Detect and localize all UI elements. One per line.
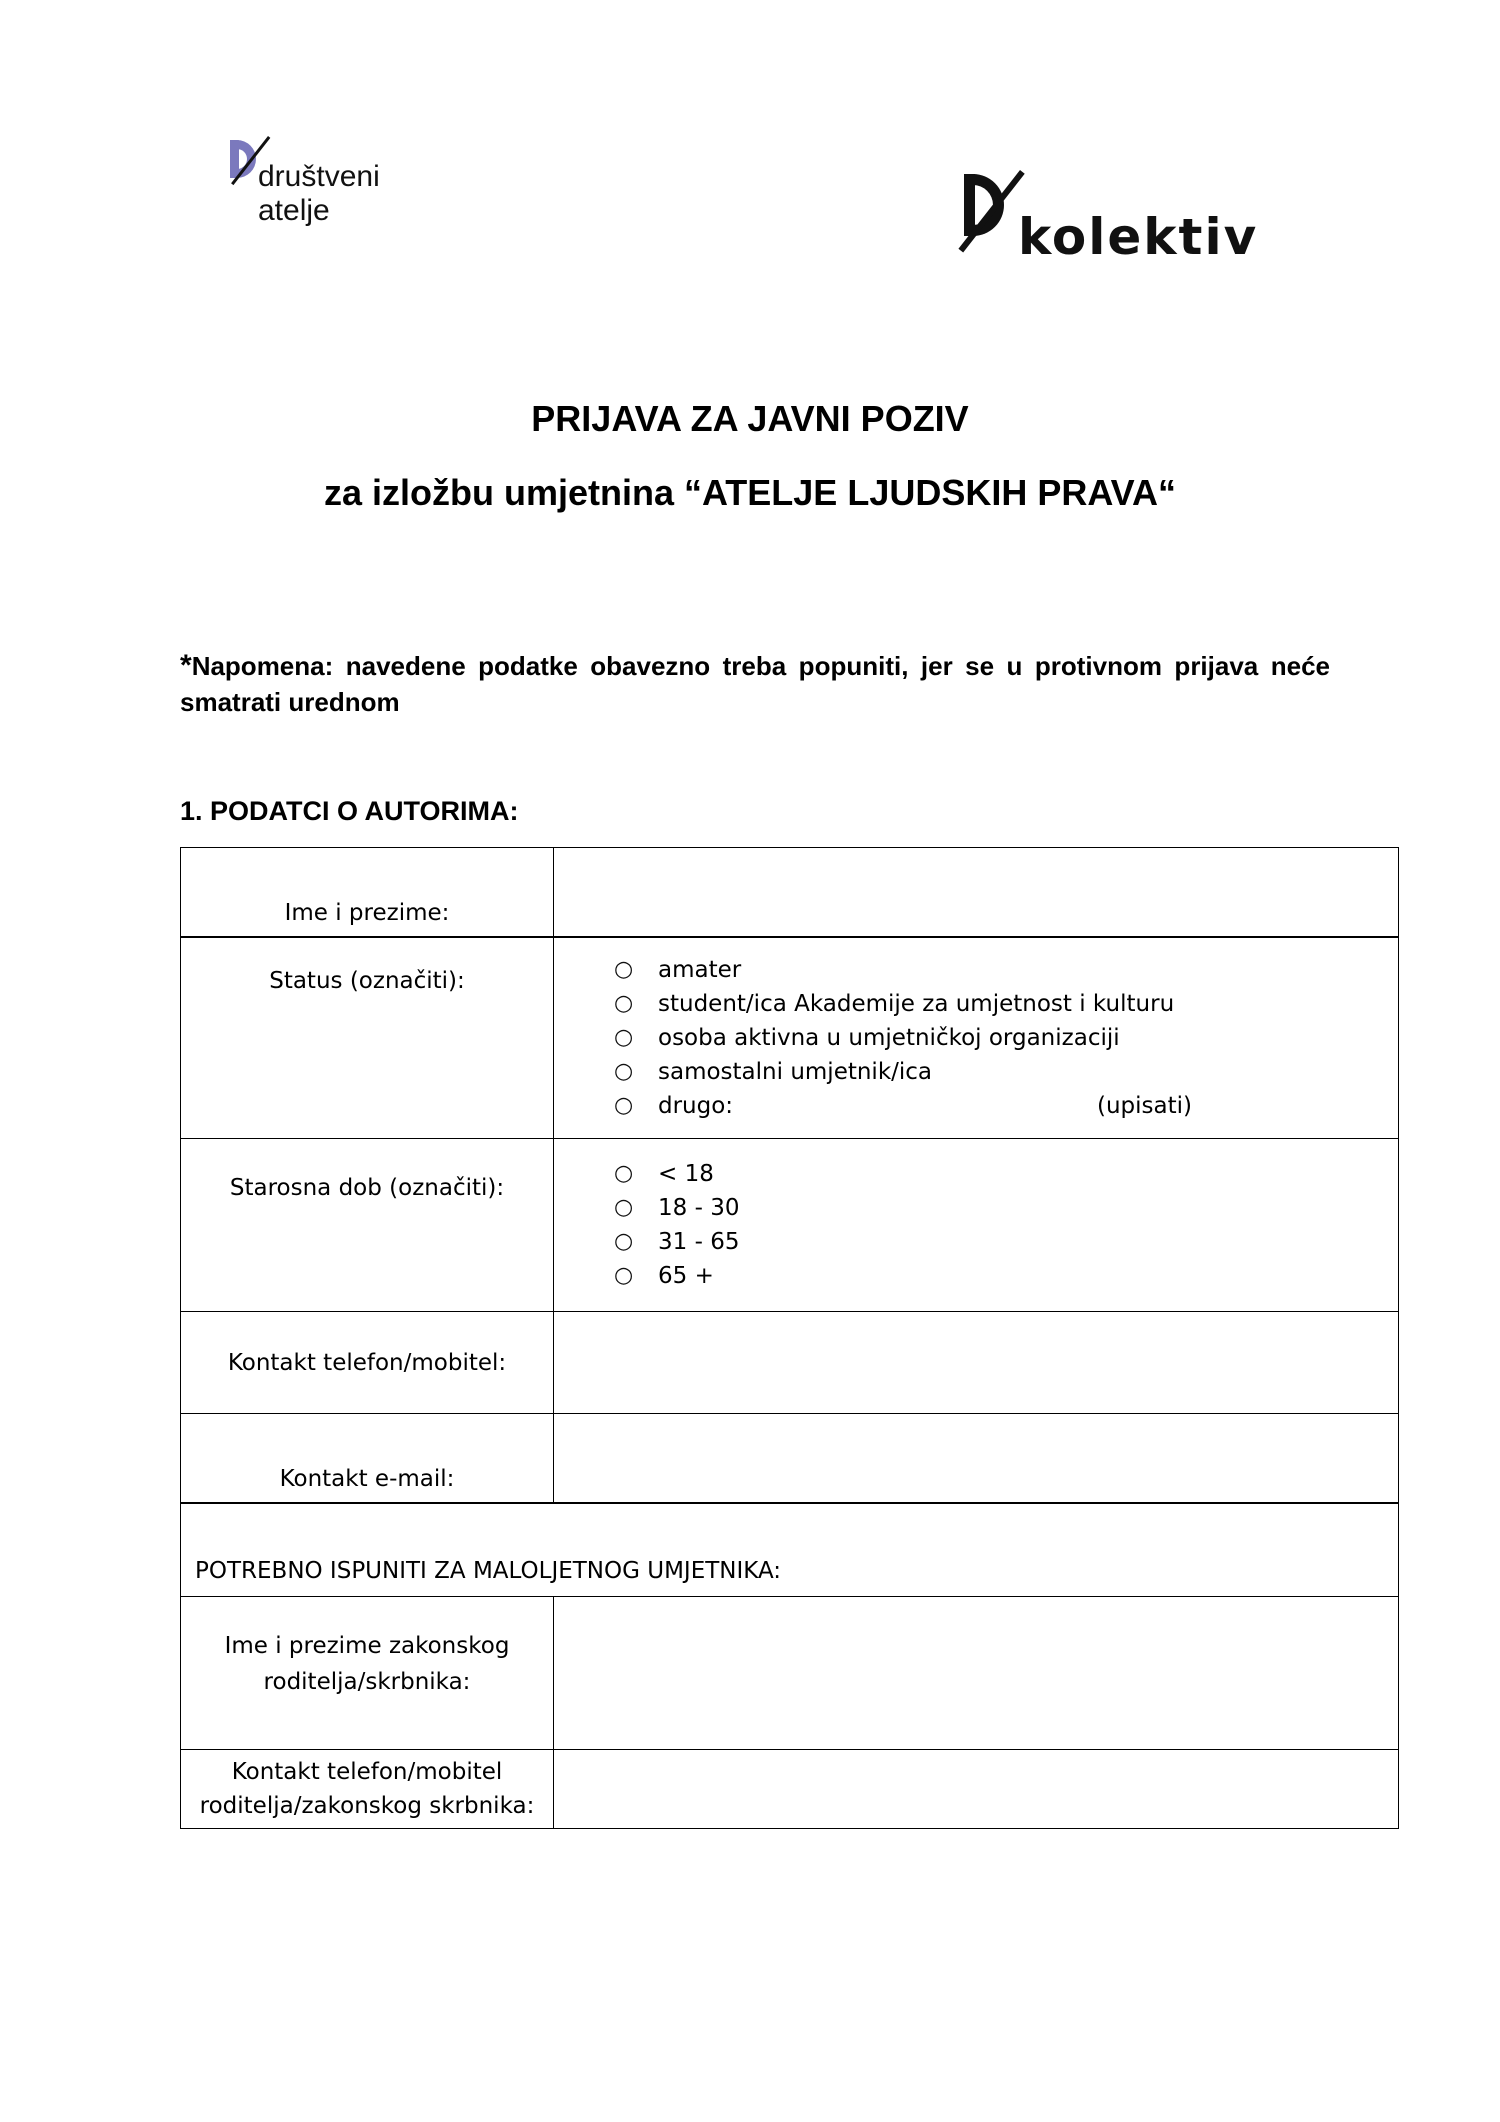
option-label: 65 +: [658, 1263, 714, 1289]
name-label: Ime i prezime:: [181, 848, 554, 938]
age-options-cell: [554, 1139, 1399, 1312]
option-label: < 18: [658, 1161, 714, 1187]
status-option-independent[interactable]: [614, 1055, 1398, 1089]
table-row: [181, 1312, 1399, 1414]
author-data-table: [180, 847, 1399, 1829]
drustveni-atelje-logo: [228, 136, 388, 236]
kolektiv-logo: [960, 170, 1280, 270]
option-label: amater: [658, 957, 742, 983]
radio-circle-icon[interactable]: ○: [614, 991, 634, 1016]
table-row: [181, 937, 1399, 1139]
option-label: osoba aktivna u umjetničkoj organizaciji: [658, 1025, 1120, 1051]
radio-circle-icon[interactable]: ○: [614, 1195, 634, 1220]
status-options-cell: [554, 937, 1399, 1139]
table-row: [181, 1139, 1399, 1312]
option-label: student/ica Akademije za umjetnost i kulturu: [658, 991, 1175, 1017]
status-option-organization[interactable]: [614, 1021, 1398, 1055]
parent-name-label-line2: roditelja/skrbnika:: [263, 1669, 471, 1695]
radio-circle-icon[interactable]: ○: [614, 1229, 634, 1254]
parent-name-field[interactable]: [554, 1597, 1399, 1750]
logo-text: kolektiv: [1018, 208, 1259, 266]
email-label: Kontakt e-mail:: [181, 1414, 554, 1504]
minor-section-header: POTREBNO ISPUNITI ZA MALOLJETNOG UMJETNIKA:: [181, 1503, 1399, 1597]
radio-circle-icon[interactable]: ○: [614, 1263, 634, 1288]
phone-label: Kontakt telefon/mobitel:: [181, 1312, 554, 1414]
radio-circle-icon[interactable]: ○: [614, 1025, 634, 1050]
parent-phone-label: [181, 1750, 554, 1829]
mandatory-note: [180, 648, 1330, 720]
parent-phone-field[interactable]: [554, 1750, 1399, 1829]
status-option-student[interactable]: [614, 987, 1398, 1021]
status-label: Status (označiti):: [181, 937, 554, 1139]
note-text: Napomena: navedene podatke obavezno treba popuniti, jer se u protivnom prijava neće smatrati urednom: [180, 651, 1330, 717]
age-option-18-30[interactable]: [614, 1191, 1398, 1225]
parent-name-label-line1: Ime i prezime zakonskog: [224, 1633, 510, 1659]
radio-circle-icon[interactable]: ○: [614, 1093, 634, 1118]
option-label: drugo:: [658, 1093, 734, 1119]
status-option-amater[interactable]: [614, 953, 1398, 987]
age-option-31-65[interactable]: [614, 1225, 1398, 1259]
phone-field[interactable]: [554, 1312, 1399, 1414]
parent-phone-label-line1: Kontakt telefon/mobitel: [231, 1759, 503, 1785]
status-options: [554, 953, 1398, 1123]
option-label: 18 - 30: [658, 1195, 740, 1221]
document-title: PRIJAVA ZA JAVNI POZIV: [531, 398, 969, 439]
option-label: 31 - 65: [658, 1229, 740, 1255]
table-row: [181, 1750, 1399, 1829]
radio-circle-icon[interactable]: ○: [614, 1161, 634, 1186]
age-option-65-plus[interactable]: [614, 1259, 1398, 1293]
parent-name-label: [181, 1597, 554, 1750]
email-field[interactable]: [554, 1414, 1399, 1504]
name-field[interactable]: [554, 848, 1399, 938]
logo-text-line2: atelje: [258, 194, 330, 227]
other-write-in-hint: (upisati): [1097, 1093, 1192, 1119]
table-row: [181, 1597, 1399, 1750]
asterisk: *: [180, 649, 192, 682]
table-row: [181, 848, 1399, 938]
age-options: [554, 1157, 1398, 1293]
option-label: samostalni umjetnik/ica: [658, 1059, 933, 1085]
table-row: [181, 1414, 1399, 1504]
radio-circle-icon[interactable]: ○: [614, 1059, 634, 1084]
age-option-under-18[interactable]: [614, 1157, 1398, 1191]
status-option-other[interactable]: [614, 1089, 1398, 1123]
parent-phone-label-line2: roditelja/zakonskog skrbnika:: [199, 1793, 535, 1819]
age-label: Starosna dob (označiti):: [181, 1139, 554, 1312]
logo-text-line1: društveni: [258, 160, 380, 193]
table-row: [181, 1503, 1399, 1597]
document-subtitle: za izložbu umjetnina “ATELJE LJUDSKIH PRAVA“: [323, 472, 1177, 513]
section-heading: 1. PODATCI O AUTORIMA:: [180, 796, 519, 826]
radio-circle-icon[interactable]: ○: [614, 957, 634, 982]
